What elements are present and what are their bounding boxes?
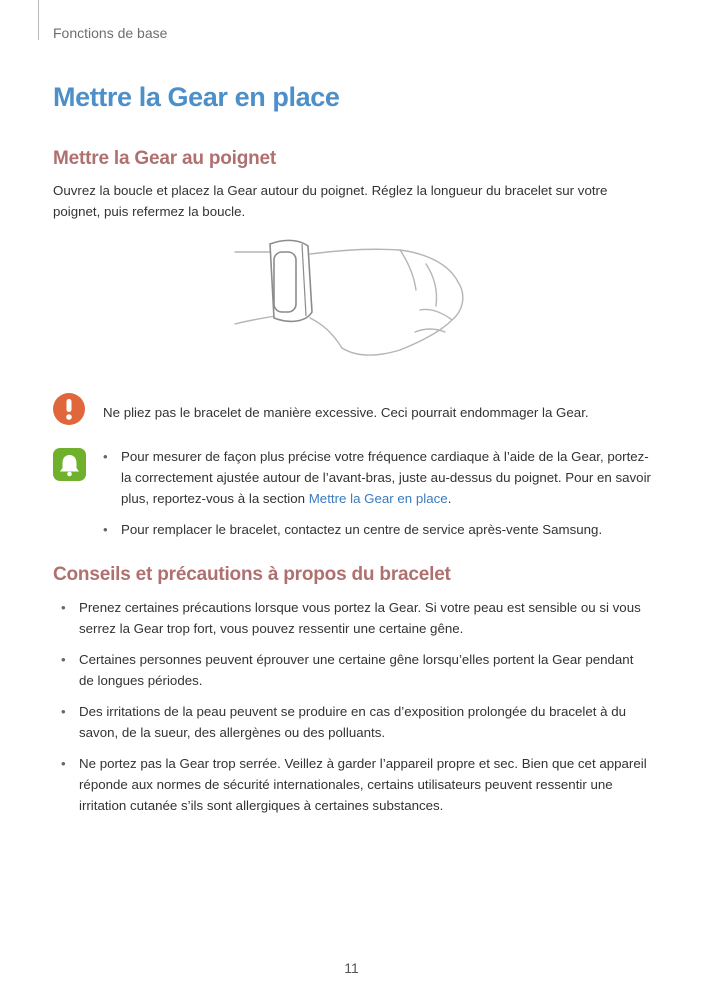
list-item: • Pour mesurer de façon plus précise votre fréquence cardiaque à l’aide de la Gear, portez-la correctement ajustée autour de l’avant-bras, juste au-dessus du poignet. Pour en savoir plus, reportez-vous à la section Mettre la Gear en place. [99, 446, 651, 509]
page-title: Mettre la Gear en place [53, 82, 340, 112]
bullet-dot: • [103, 522, 108, 537]
bullet-dot: • [61, 600, 66, 615]
bullet-dot: • [61, 756, 66, 771]
note-list [99, 446, 651, 550]
list-item: • Certaines personnes peuvent éprouver une certaine gêne lorsqu’elles portent la Gear pendant de longues périodes. [57, 649, 647, 691]
caution-text: Ne pliez pas le bracelet de manière excessive. Ceci pourrait endommager la Gear. [103, 405, 589, 420]
caution-icon [53, 393, 85, 425]
section-link[interactable]: Mettre la Gear en place [308, 491, 448, 506]
bullet-dot: • [103, 449, 108, 464]
section-header: Fonctions de base [53, 25, 168, 41]
note-bullet-text: Pour remplacer le bracelet, contactez un centre de service après-vente Samsung. [121, 522, 603, 537]
wrist-illustration [230, 232, 480, 377]
list-item [99, 519, 651, 540]
list-item: • Ne portez pas la Gear trop serrée. Veillez à garder l’appareil propre et sec. Bien que cet appareil réponde aux normes de sécurité internationales, certains utilisateurs peuvent ressentir une irritation cutanée s’ils sont allergiques à certaines substances. [57, 753, 647, 816]
tips-list [57, 597, 647, 826]
gear-band [270, 240, 312, 321]
note-bullet-text: Pour mesurer de façon plus précise votre fréquence cardiaque à l’aide de la Gear, portez-la correctement ajustée autour de l’avant-bras, juste au-dessus du poignet. Pour en savoir plus, reportez-vous à la section [121, 449, 651, 506]
page-number: 11 [344, 960, 359, 976]
header-rule [38, 0, 39, 40]
bullet-dot: • [61, 652, 66, 667]
section-heading-tips: Conseils et précautions à propos du bracelet [53, 564, 451, 585]
bullet-dot: • [61, 704, 66, 719]
section-body-wrist: Ouvrez la boucle et placez la Gear autour du poignet. Réglez la longueur du bracelet sur votre poignet, puis refermez la boucle. [53, 183, 608, 219]
section-heading-wrist: Mettre la Gear au poignet [53, 148, 277, 169]
list-item: • Des irritations de la peau peuvent se produire en cas d’exposition prolongée du bracelet à du savon, de la sueur, des allergènes ou des polluants. [57, 701, 647, 743]
list-item: • Prenez certaines précautions lorsque vous portez la Gear. Si votre peau est sensible ou si vous serrez la Gear trop fort, vous pouvez ressentir une certaine gêne. [57, 597, 647, 639]
note-bell-icon [53, 448, 86, 481]
